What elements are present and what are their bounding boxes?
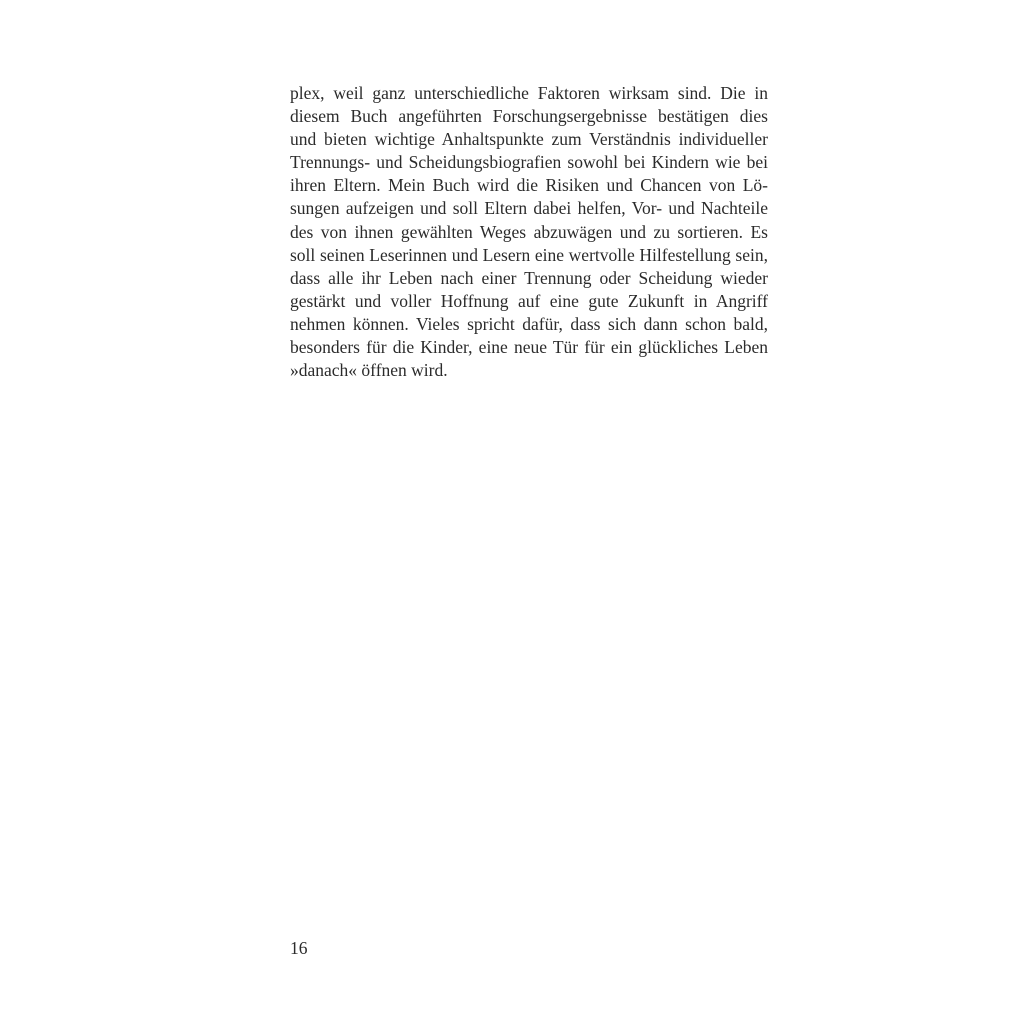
body-paragraph: [290, 82, 768, 382]
text-line: diesem Buch angeführten Forschungsergebnisse bestätigen dies: [290, 106, 768, 127]
text-line: sungen aufzeigen und soll Eltern dabei helfen, Vor- und Nachteile: [290, 198, 768, 219]
page-number: 16: [290, 938, 308, 958]
text-line: besonders für die Kinder, eine neue Tür für ein glückliches Leben: [290, 337, 768, 358]
text-line: soll seinen Leserinnen und Lesern eine wertvolle Hilfestellung sein,: [290, 244, 768, 265]
text-line: ihren Eltern. Mein Buch wird die Risiken und Chancen von Lö-: [290, 175, 768, 196]
text-line: gestärkt und voller Hoffnung auf eine gute Zukunft in Angriff: [290, 290, 768, 311]
text-line: und bieten wichtige Anhaltspunkte zum Verständnis individueller: [290, 129, 768, 150]
text-line: des von ihnen gewählten Weges abzuwägen und zu sortieren. Es: [290, 221, 768, 242]
text-line: dass alle ihr Leben nach einer Trennung oder Scheidung wieder: [290, 267, 768, 288]
text-line: plex, weil ganz unterschiedliche Faktoren wirksam sind. Die in: [290, 83, 768, 103]
text-line: »danach« öffnen wird.: [290, 360, 448, 381]
text-line: nehmen können. Vieles spricht dafür, dass sich dann schon bald,: [290, 313, 768, 334]
text-line: Trennungs- und Scheidungsbiografien sowohl bei Kindern wie bei: [290, 152, 768, 173]
